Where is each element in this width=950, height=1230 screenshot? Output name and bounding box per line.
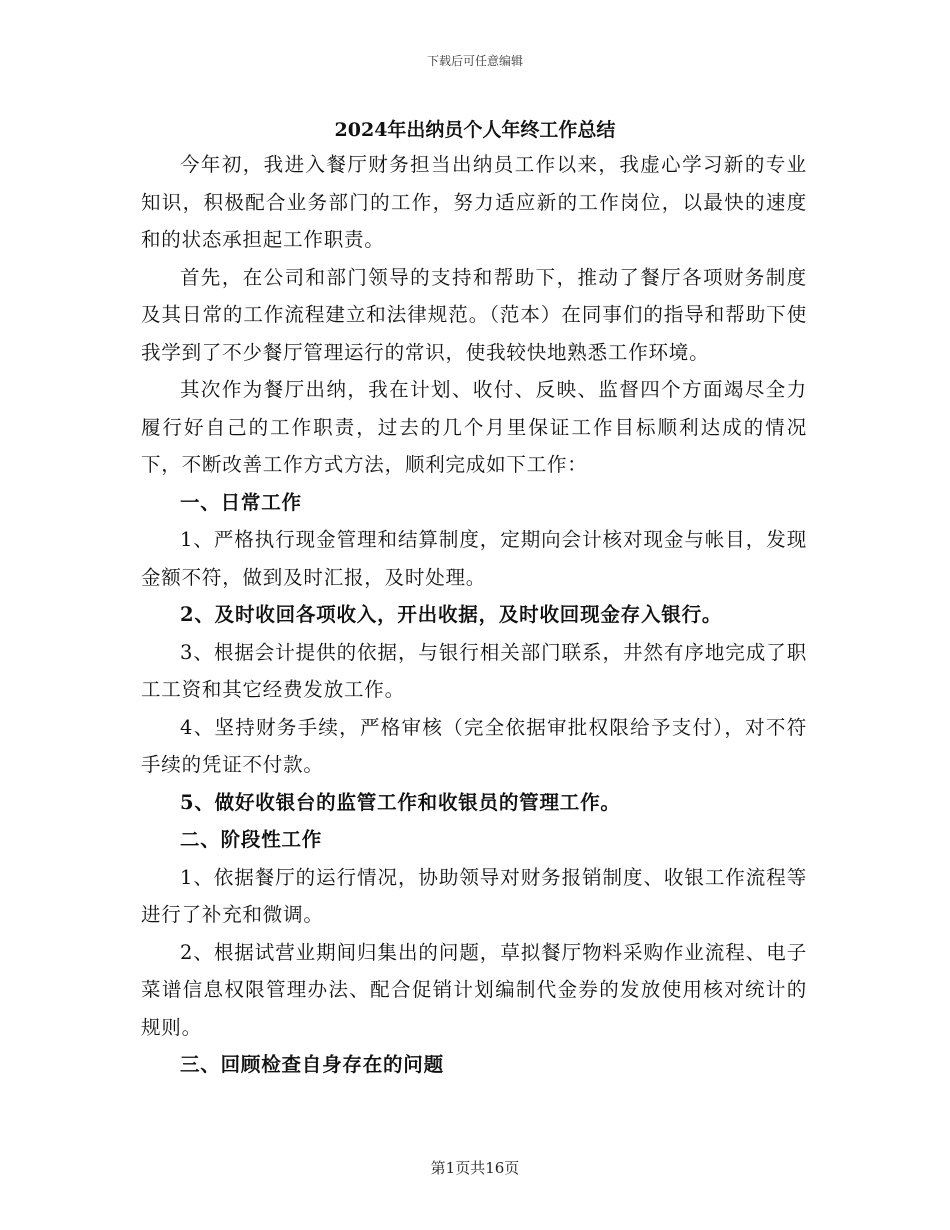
section-heading-daily-work: 一、日常工作 xyxy=(180,490,302,514)
paragraph-1: 今年初，我进入餐厅财务担当出纳员工作以来，我虚心学习新的专业知识，积极配合业务部门的工作，努力适应新的工作岗位，以最快的速度和的状态承担起工作职责。 xyxy=(141,153,807,251)
section-heading-phase-work: 二、阶段性工作 xyxy=(180,828,323,851)
paragraph-daily-5: 5、做好收银台的监管工作和收银员的管理工作。 xyxy=(180,790,621,814)
paragraph-daily-3: 3、根据会计提供的依据，与银行相关部门联系，井然有序地完成了职工工资和其它经费发放工作。 xyxy=(141,640,807,701)
paragraph-daily-4: 4、坚持财务手续，严格审核（完全依据审批权限给予支付），对不符手续的凭证不付款。 xyxy=(141,715,807,776)
paragraph-2: 首先，在公司和部门领导的支持和帮助下，推动了餐厅各项财务制度及其日常的工作流程建立和法律规范。（范本）在同事们的指导和帮助下使我学到了不少餐厅管理运行的常识，使我较快地熟悉工作环境。 xyxy=(141,265,807,364)
paragraph-daily-1: 1、严格执行现金管理和结算制度，定期向会计核对现金与帐目，发现金额不符，做到及时汇报，及时处理。 xyxy=(141,528,807,589)
paragraph-daily-2: 2、及时收回各项收入，开出收据，及时收回现金存入银行。 xyxy=(180,603,723,626)
document-title: 2024年出纳员个人年终工作总结 xyxy=(334,119,616,141)
section-heading-review: 三、回顾检查自身存在的问题 xyxy=(180,1053,444,1076)
paragraph-3: 其次作为餐厅出纳，我在计划、收付、反映、监督四个方面竭尽全力履行好自己的工作职责，过去的几个月里保证工作目标顺利达成的情况下，不断改善工作方式方法，顺利完成如下工作： xyxy=(141,378,807,476)
page-number: 第1页共16页 xyxy=(430,1159,520,1177)
document-body xyxy=(141,146,807,1084)
paragraph-phase-1: 1、依据餐厅的运行情况，协助领导对财务报销制度、收银工作流程等进行了补充和微调。 xyxy=(141,865,807,926)
header-note: 下载后可任意编辑 xyxy=(426,54,523,68)
paragraph-phase-2: 2、根据试营业期间归集出的问题，草拟餐厅物料采购作业流程、电子菜谱信息权限管理办法、配合促销计划编制代金券的发放使用核对统计的规则。 xyxy=(141,940,807,1039)
